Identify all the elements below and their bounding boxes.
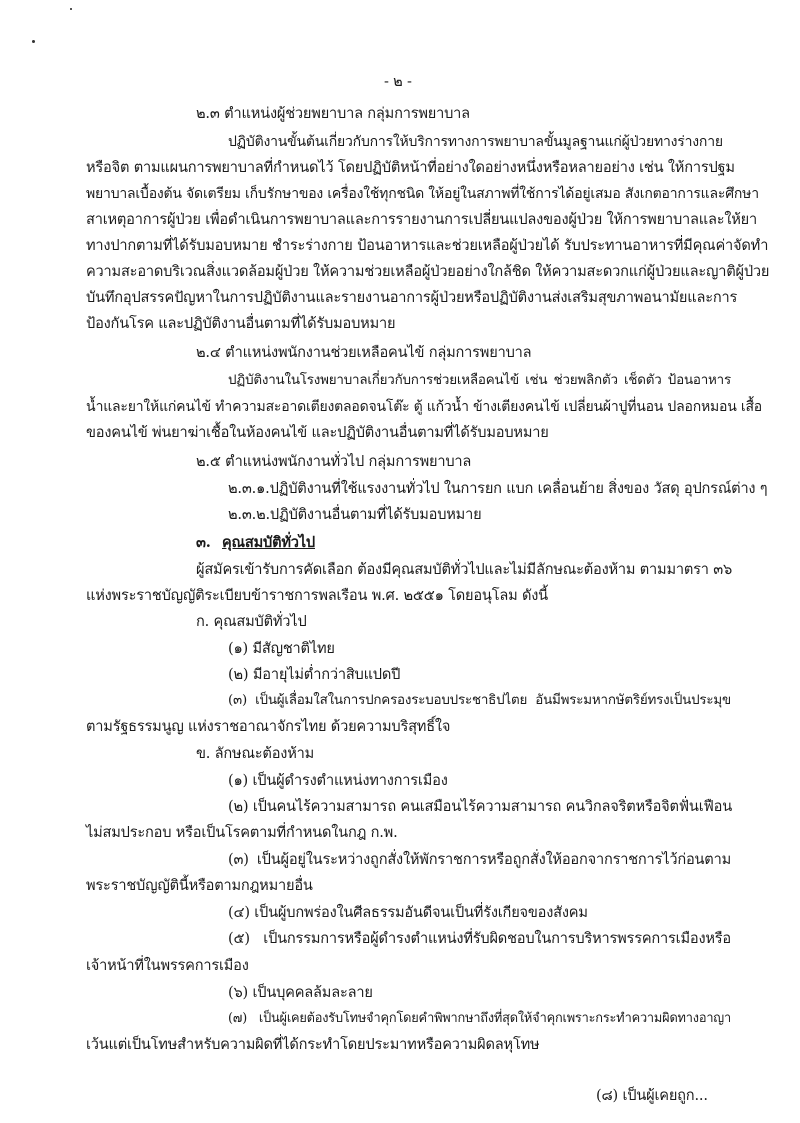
paragraph-line: บันทึกอุปสรรคปัญหาในการปฏิบัติงานและรายงานอาการผู้ป่วยหรือปฏิบัติงานส่งเสริมสุขภาพอนามัยและการ xyxy=(86,289,738,306)
section-heading-2-5: ๒.๕ ตำแหน่งพนักงานทั่วไป กลุ่มการพยาบาล xyxy=(196,453,472,470)
list-item: ๒.๓.๒.ปฏิบัติงานอื่นตามที่ได้รับมอบหมาย xyxy=(228,506,482,523)
paragraph-line: ป้องกันโรค และปฏิบัติงานอื่นตามที่ได้รับมอบหมาย xyxy=(86,315,396,332)
paragraph-line: แห่งพระราชบัญญัติระเบียบข้าราชการพลเรือน พ.ศ. ๒๕๕๑ โดยอนุโลม ดังนี้ xyxy=(86,587,548,604)
section-heading-2-3: ๒.๓ ตำแหน่งผู้ช่วยพยาบาล กลุ่มการพยาบาล xyxy=(196,105,470,122)
list-item: (๓) เป็นผู้เลื่อมใสในการปกครองระบอบประชาธิปไตย อันมีพระมหากษัตริย์ทรงเป็นประมุข xyxy=(228,693,731,708)
paragraph-line: ผู้สมัครเข้ารับการคัดเลือก ต้องมีคุณสมบัติทั่วไปและไม่มีลักษณะต้องห้าม ตามมาตรา ๓๖ xyxy=(196,561,733,578)
scan-speck xyxy=(70,8,72,10)
paragraph-line: ทางปากตามที่ได้รับมอบหมาย ชำระร่างกาย ป้อนอาหารและช่วยเหลือผู้ป่วยได้ รับประทานอาหารที่มีคุณค่าจัดทำ xyxy=(86,237,769,254)
list-item: (๖) เป็นบุคคลล้มละลาย xyxy=(228,984,373,1001)
list-item: เจ้าหน้าที่ในพรรคการเมือง xyxy=(86,957,249,974)
paragraph-line: พยาบาลเบื้องต้น จัดเตรียม เก็บรักษาของ เครื่องใช้ทุกชนิด ให้อยู่ในสภาพที่ใช้การได้อยู่เสมอ สังเกตอาการและศึกษา xyxy=(86,186,759,202)
section-number-3: ๓. xyxy=(196,534,211,551)
paragraph-line: ปฏิบัติงานในโรงพยาบาลเกี่ยวกับการช่วยเหลือคนไข้ เช่น ช่วยพลิกตัว เช็ดตัว ป้อนอาหาร xyxy=(228,373,731,388)
paragraph-line: น้ำและยาให้แก่คนไข้ ทำความสะอาดเตียงตลอดจนโต๊ะ ตู้ แก้วน้ำ ข้างเตียงคนไข้ เปลี่ยนผ้าปูที่นอน ปลอกหมอน เสื้อ xyxy=(86,399,762,415)
paragraph-line: ความสะอาดบริเวณสิ่งแวดล้อมผู้ป่วย ให้ความช่วยเหลือผู้ป่วยอย่างใกล้ชิด ให้ความสะดวกแก่ผู้ป่วยและญาติผู้ป่วย xyxy=(86,263,770,280)
list-item: (๗) เป็นผู้เคยต้องรับโทษจำคุกโดยคำพิพากษาถึงที่สุดให้จำคุกเพราะกระทำความผิดทางอาญา xyxy=(228,1011,731,1026)
section-heading-2-4: ๒.๔ ตำแหน่งพนักงานช่วยเหลือคนไข้ กลุ่มการพยาบาล xyxy=(196,344,532,361)
paragraph-line: สาเหตุอาการผู้ป่วย เพื่อดำเนินการพยาบาลและการรายงานการเปลี่ยนแปลงของผู้ป่วย ให้การพยาบาลและให้ยา xyxy=(86,211,758,228)
list-item: (๓) เป็นผู้อยู่ในระหว่างถูกสั่งให้พักราชการหรือถูกสั่งให้ออกจากราชการไว้ก่อนตาม xyxy=(228,851,731,868)
list-item: พระราชบัญญัตินี้หรือตามกฎหมายอื่น xyxy=(86,877,313,894)
list-item: เว้นแต่เป็นโทษสำหรับความผิดที่ได้กระทำโดยประมาทหรือความผิดลหุโทษ xyxy=(86,1036,540,1053)
list-item: ๒.๓.๑.ปฏิบัติงานที่ใช้แรงงานทั่วไป ในการยก แบก เคลื่อนย้าย สิ่งของ วัสดุ อุปกรณ์ต่าง ๆ xyxy=(228,480,768,497)
section-title-3: คุณสมบัติทั่วไป xyxy=(222,534,315,551)
list-item: (๒) เป็นคนไร้ความสามารถ คนเสมือนไร้ความสามารถ คนวิกลจริตหรือจิตฟั่นเฟือน xyxy=(228,798,732,815)
subsection-heading-a: ก. คุณสมบัติทั่วไป xyxy=(196,613,307,630)
list-item: (๒) มีอายุไม่ต่ำกว่าสิบแปดปี xyxy=(228,666,401,683)
list-item: (๑) มีสัญชาติไทย xyxy=(228,640,335,657)
subsection-heading-b: ข. ลักษณะต้องห้าม xyxy=(196,745,315,762)
page-footer-continuation: (๘) เป็นผู้เคยถูก... xyxy=(596,1087,708,1104)
list-item: (๕) เป็นกรรมการหรือผู้ดำรงตำแหน่งที่รับผิดชอบในการบริหารพรรคการเมืองหรือ xyxy=(228,930,731,947)
paragraph-line: ของคนไข้ พ่นยาฆ่าเชื้อในห้องคนไข้ และปฏิบัติงานอื่นตามที่ได้รับมอบหมาย xyxy=(86,424,549,441)
paragraph-line: ปฏิบัติงานขั้นต้นเกี่ยวกับการให้บริการทางการพยาบาลขั้นมูลฐานแก่ผู้ป่วยทางร่างกาย xyxy=(228,134,723,150)
paragraph-line: หรือจิต ตามแผนการพยาบาลที่กำหนดไว้ โดยปฏิบัติหน้าที่อย่างใดอย่างหนึ่งหรือหลายอย่าง เช่น ให้การปฐม xyxy=(86,159,735,176)
list-item: ไม่สมประกอบ หรือเป็นโรคตามที่กำหนดในกฎ ก.พ. xyxy=(86,824,398,841)
scan-speck xyxy=(32,40,35,43)
list-item: (๔) เป็นผู้บกพร่องในศีลธรรมอันดีจนเป็นที่รังเกียจของสังคม xyxy=(228,904,588,921)
page-number: - ๒ - xyxy=(384,73,412,90)
list-item: ตามรัฐธรรมนูญ แห่งราชอาณาจักรไทย ด้วยความบริสุทธิ์ใจ xyxy=(86,718,451,735)
list-item: (๑) เป็นผู้ดำรงตำแหน่งทางการเมือง xyxy=(228,772,448,789)
